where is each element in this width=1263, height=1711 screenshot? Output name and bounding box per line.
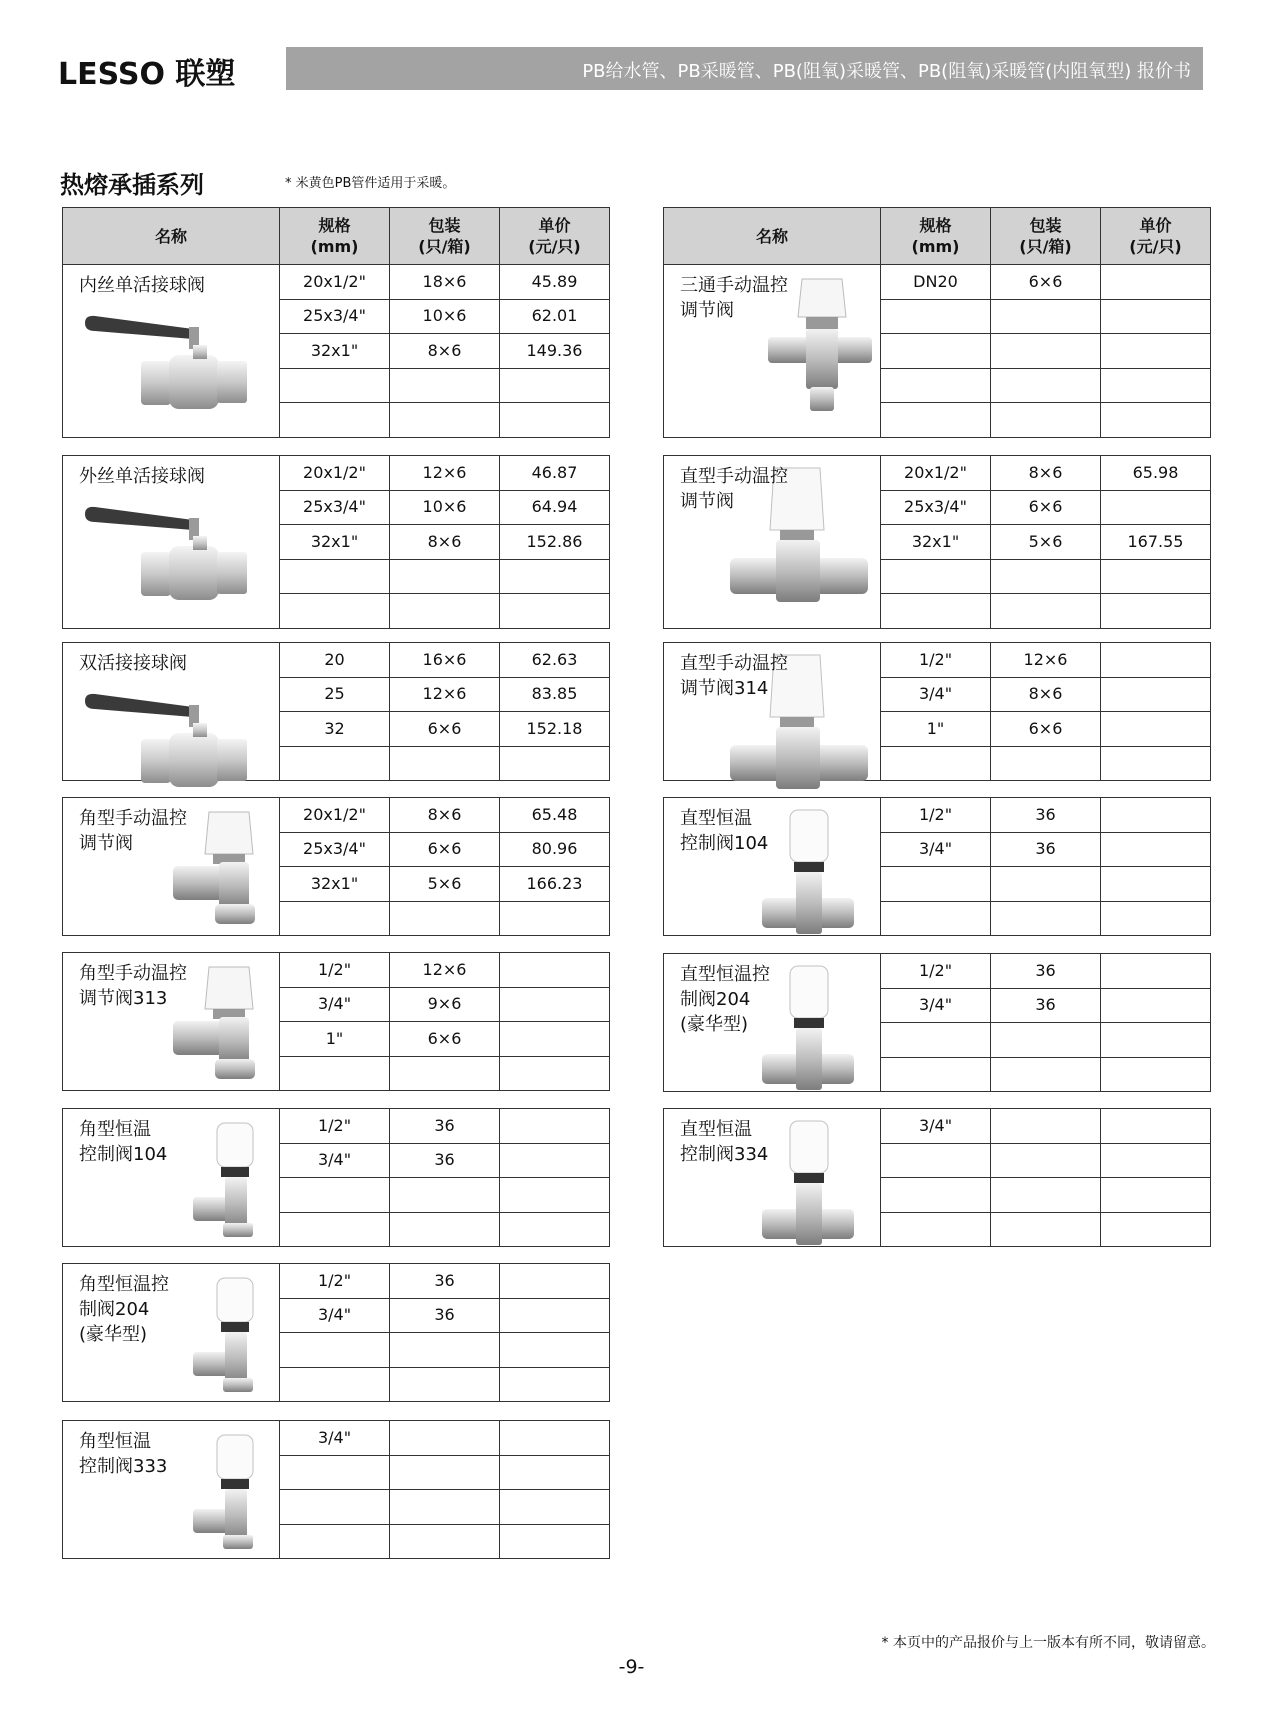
left-product-table — [62, 952, 610, 1091]
price-cell — [1101, 368, 1211, 403]
spec-cell: 1/2" — [881, 643, 991, 678]
pack-cell: 12×6 — [991, 643, 1101, 678]
spec-cell — [280, 1212, 390, 1247]
price-cell — [1101, 798, 1211, 833]
price-cell — [1101, 954, 1211, 989]
price-cell — [500, 746, 610, 781]
spec-cell — [280, 1490, 390, 1525]
spec-cell — [280, 559, 390, 594]
price-cell — [1101, 832, 1211, 867]
product-name-cell — [63, 1264, 280, 1402]
pack-cell: 6×6 — [390, 712, 500, 747]
pack-cell — [991, 368, 1101, 403]
spec-cell — [280, 368, 390, 403]
price-cell: 152.86 — [500, 525, 610, 560]
header-spec: 规格 (mm) — [881, 208, 991, 265]
pack-cell: 36 — [390, 1143, 500, 1178]
price-cell — [500, 1455, 610, 1490]
spec-cell: 3/4" — [280, 1143, 390, 1178]
spec-cell — [881, 403, 991, 438]
spec-cell: 32x1" — [881, 525, 991, 560]
spec-cell — [280, 746, 390, 781]
spec-cell — [280, 901, 390, 936]
price-cell — [1101, 403, 1211, 438]
table-row — [63, 953, 610, 988]
product-name-cell — [63, 265, 280, 438]
price-cell — [500, 1109, 610, 1144]
pack-cell: 12×6 — [390, 677, 500, 712]
spec-cell — [881, 1212, 991, 1247]
spec-cell: 32 — [280, 712, 390, 747]
spec-cell — [881, 559, 991, 594]
spec-cell — [881, 1143, 991, 1178]
table-row — [664, 456, 1211, 491]
table-row — [664, 265, 1211, 300]
table-row — [63, 798, 610, 833]
pack-cell — [991, 746, 1101, 781]
ball-valve-icon — [81, 500, 261, 614]
spec-cell: 3/4" — [881, 677, 991, 712]
spec-cell — [881, 1023, 991, 1058]
pack-cell — [390, 1367, 500, 1402]
pack-cell: 36 — [991, 988, 1101, 1023]
product-name: 角型手动温控 调节阀 — [79, 808, 187, 854]
product-name-cell — [63, 953, 280, 1091]
right-product-table — [663, 953, 1211, 1092]
price-cell: 149.36 — [500, 334, 610, 369]
spec-cell: 20 — [280, 643, 390, 678]
pack-cell — [390, 1212, 500, 1247]
price-cell: 152.18 — [500, 712, 610, 747]
pack-cell: 36 — [390, 1109, 500, 1144]
header-name: 名称 — [63, 208, 280, 265]
price-cell — [1101, 988, 1211, 1023]
product-name: 内丝单活接球阀 — [79, 275, 205, 296]
product-name: 角型手动温控 调节阀313 — [79, 963, 187, 1009]
spec-cell — [280, 1178, 390, 1213]
pack-cell: 36 — [991, 832, 1101, 867]
angle-thermostatic-valve-icon — [189, 1119, 269, 1243]
left-product-table — [62, 1108, 610, 1247]
straight-thermostatic-valve-icon — [758, 1117, 858, 1251]
pack-cell — [390, 1056, 500, 1091]
price-cell — [500, 1367, 610, 1402]
header-title: PB给水管、PB采暖管、PB(阻氧)采暖管、PB(阻氧)采暖管(内阻氧型) 报价书 — [582, 61, 1191, 82]
straight-thermostatic-valve-icon — [758, 962, 858, 1096]
product-name-cell — [63, 798, 280, 936]
price-cell — [1101, 265, 1211, 300]
price-cell — [1101, 334, 1211, 369]
price-cell — [500, 1264, 610, 1299]
header-price: 单价 (元/只) — [1101, 208, 1211, 265]
product-name-cell — [664, 1109, 881, 1247]
pack-cell — [390, 403, 500, 438]
product-name-cell — [63, 1421, 280, 1559]
spec-cell — [280, 594, 390, 629]
spec-cell: DN20 — [881, 265, 991, 300]
pack-cell: 8×6 — [390, 334, 500, 369]
product-name-cell — [63, 643, 280, 781]
pack-cell: 6×6 — [991, 265, 1101, 300]
price-cell — [500, 1022, 610, 1057]
price-cell — [500, 559, 610, 594]
right-product-table — [663, 207, 1211, 438]
pack-cell — [390, 1524, 500, 1559]
section-title: 热熔承插系列 — [60, 171, 204, 199]
price-cell — [500, 1298, 610, 1333]
pack-cell: 36 — [991, 954, 1101, 989]
spec-cell: 1/2" — [881, 798, 991, 833]
pack-cell: 12×6 — [390, 456, 500, 491]
product-name-cell — [664, 954, 881, 1092]
spec-cell: 1" — [881, 712, 991, 747]
left-product-table — [62, 1263, 610, 1402]
table-row — [63, 265, 610, 300]
price-cell — [1101, 677, 1211, 712]
pack-cell — [991, 1057, 1101, 1092]
price-cell — [500, 1143, 610, 1178]
ball-valve-icon — [81, 687, 261, 801]
product-name-cell — [63, 1109, 280, 1247]
price-cell: 65.98 — [1101, 456, 1211, 491]
price-cell — [500, 987, 610, 1022]
spec-cell: 25x3/4" — [280, 490, 390, 525]
spec-cell — [280, 1455, 390, 1490]
price-cell — [500, 368, 610, 403]
spec-cell — [881, 867, 991, 902]
table-row — [664, 954, 1211, 989]
spec-cell — [881, 368, 991, 403]
table-row — [664, 798, 1211, 833]
product-name: 角型恒温 控制阀333 — [79, 1431, 168, 1477]
price-cell — [1101, 559, 1211, 594]
price-cell — [1101, 299, 1211, 334]
pack-cell — [390, 368, 500, 403]
product-name: 直型恒温 控制阀334 — [680, 1119, 769, 1165]
price-cell — [500, 1524, 610, 1559]
product-name-cell — [664, 456, 881, 629]
pack-cell — [390, 1421, 500, 1456]
table-row — [63, 643, 610, 678]
pack-cell — [991, 901, 1101, 936]
pack-cell — [991, 1109, 1101, 1144]
pack-cell: 16×6 — [390, 643, 500, 678]
spec-cell: 1/2" — [881, 954, 991, 989]
pack-cell: 8×6 — [991, 456, 1101, 491]
table-row — [63, 1264, 610, 1299]
price-cell: 167.55 — [1101, 525, 1211, 560]
price-cell: 80.96 — [500, 832, 610, 867]
left-product-table — [62, 207, 610, 438]
pack-cell — [991, 594, 1101, 629]
right-product-table — [663, 1108, 1211, 1247]
spec-cell — [280, 1056, 390, 1091]
price-cell: 64.94 — [500, 490, 610, 525]
right-product-table — [663, 797, 1211, 936]
page-number: -9- — [618, 1656, 645, 1678]
pack-cell: 8×6 — [390, 525, 500, 560]
price-cell: 65.48 — [500, 798, 610, 833]
left-product-table — [62, 1420, 610, 1559]
pack-cell: 10×6 — [390, 490, 500, 525]
pack-cell — [390, 1490, 500, 1525]
spec-cell: 25 — [280, 677, 390, 712]
spec-cell — [881, 334, 991, 369]
pack-cell: 36 — [390, 1298, 500, 1333]
price-cell — [1101, 1057, 1211, 1092]
header-bar — [286, 47, 1203, 90]
spec-cell: 25x3/4" — [881, 490, 991, 525]
right-product-table — [663, 455, 1211, 629]
product-name: 直型恒温 控制阀104 — [680, 808, 769, 854]
pack-cell: 6×6 — [991, 490, 1101, 525]
product-name-cell — [664, 265, 881, 438]
pack-cell — [991, 559, 1101, 594]
product-name-cell — [664, 643, 881, 781]
spec-cell: 1/2" — [280, 1264, 390, 1299]
product-name: 双活接接球阀 — [79, 653, 187, 674]
table-row — [63, 1109, 610, 1144]
pack-cell: 8×6 — [390, 798, 500, 833]
pack-cell: 5×6 — [991, 525, 1101, 560]
spec-cell: 32x1" — [280, 334, 390, 369]
pack-cell — [390, 559, 500, 594]
spec-cell — [881, 901, 991, 936]
spec-cell: 1/2" — [280, 1109, 390, 1144]
spec-cell: 3/4" — [881, 988, 991, 1023]
spec-cell: 3/4" — [881, 1109, 991, 1144]
spec-cell: 20x1/2" — [280, 798, 390, 833]
pack-cell: 10×6 — [390, 299, 500, 334]
pack-cell: 36 — [991, 798, 1101, 833]
product-name: 三通手动温控 调节阀 — [680, 275, 788, 321]
spec-cell: 1/2" — [280, 953, 390, 988]
price-cell — [1101, 1023, 1211, 1058]
price-cell — [500, 1212, 610, 1247]
pack-cell: 9×6 — [390, 987, 500, 1022]
spec-cell: 20x1/2" — [280, 265, 390, 300]
pack-cell — [390, 594, 500, 629]
spec-cell: 20x1/2" — [280, 456, 390, 491]
section-note: * 米黄色PB管件适用于采暖。 — [285, 176, 456, 191]
header-pack: 包装 (只/箱) — [991, 208, 1101, 265]
spec-cell — [881, 299, 991, 334]
spec-cell: 32x1" — [280, 525, 390, 560]
table-row — [63, 456, 610, 491]
price-cell — [1101, 1109, 1211, 1144]
spec-cell: 3/4" — [280, 987, 390, 1022]
pack-cell: 6×6 — [390, 1022, 500, 1057]
spec-cell: 25x3/4" — [280, 299, 390, 334]
spec-cell — [881, 1178, 991, 1213]
price-cell — [500, 403, 610, 438]
pack-cell — [390, 1333, 500, 1368]
angle-thermostatic-valve-icon — [189, 1274, 269, 1398]
pack-cell — [991, 1023, 1101, 1058]
left-product-table — [62, 797, 610, 936]
price-cell — [500, 1490, 610, 1525]
product-name-cell — [664, 798, 881, 936]
pack-cell — [390, 1178, 500, 1213]
price-cell: 46.87 — [500, 456, 610, 491]
spec-cell — [881, 1057, 991, 1092]
right-product-table — [663, 642, 1211, 781]
price-cell: 83.85 — [500, 677, 610, 712]
left-product-table — [62, 455, 610, 629]
pack-cell — [991, 1212, 1101, 1247]
spec-cell: 25x3/4" — [280, 832, 390, 867]
spec-cell — [280, 1367, 390, 1402]
spec-cell: 32x1" — [280, 867, 390, 902]
table-row — [63, 1421, 610, 1456]
brand-logo: LESSO 联塑 — [58, 57, 236, 92]
footer-note: * 本页中的产品报价与上一版本有所不同，敬请留意。 — [881, 1635, 1215, 1651]
left-product-table — [62, 642, 610, 781]
angle-thermostatic-valve-icon — [189, 1431, 269, 1555]
price-cell: 62.63 — [500, 643, 610, 678]
price-cell: 45.89 — [500, 265, 610, 300]
pack-cell: 12×6 — [390, 953, 500, 988]
table-row — [664, 1109, 1211, 1144]
spec-cell — [280, 1333, 390, 1368]
spec-cell — [881, 746, 991, 781]
price-cell — [1101, 901, 1211, 936]
header-pack: 包装 (只/箱) — [390, 208, 500, 265]
pack-cell: 6×6 — [991, 712, 1101, 747]
spec-cell: 3/4" — [280, 1421, 390, 1456]
spec-cell: 20x1/2" — [881, 456, 991, 491]
pack-cell: 36 — [390, 1264, 500, 1299]
price-cell — [1101, 1212, 1211, 1247]
product-name: 外丝单活接球阀 — [79, 466, 205, 487]
price-cell — [500, 1421, 610, 1456]
spec-cell: 1" — [280, 1022, 390, 1057]
product-name: 直型恒温控 制阀204 (豪华型) — [680, 964, 770, 1035]
price-cell — [1101, 746, 1211, 781]
product-name: 角型恒温控 制阀204 (豪华型) — [79, 1274, 169, 1345]
price-cell — [1101, 1178, 1211, 1213]
price-cell — [1101, 643, 1211, 678]
price-cell — [1101, 867, 1211, 902]
pack-cell — [991, 1178, 1101, 1213]
product-name: 直型手动温控 调节阀314 — [680, 653, 788, 699]
straight-thermostatic-valve-icon — [758, 806, 858, 940]
product-name: 直型手动温控 调节阀 — [680, 466, 788, 512]
pack-cell — [390, 746, 500, 781]
spec-cell: 3/4" — [881, 832, 991, 867]
pack-cell: 5×6 — [390, 867, 500, 902]
price-cell — [1101, 1143, 1211, 1178]
pack-cell — [991, 299, 1101, 334]
table-row — [664, 643, 1211, 678]
header-spec: 规格 (mm) — [280, 208, 390, 265]
spec-cell — [280, 1524, 390, 1559]
price-cell — [500, 901, 610, 936]
price-cell — [500, 1056, 610, 1091]
spec-cell — [881, 594, 991, 629]
pack-cell — [991, 334, 1101, 369]
pack-cell: 18×6 — [390, 265, 500, 300]
pack-cell — [991, 867, 1101, 902]
product-name-cell — [63, 456, 280, 629]
price-cell — [1101, 712, 1211, 747]
price-cell — [1101, 594, 1211, 629]
spec-cell: 3/4" — [280, 1298, 390, 1333]
price-cell — [500, 1178, 610, 1213]
price-cell — [1101, 490, 1211, 525]
price-cell — [500, 1333, 610, 1368]
pack-cell: 6×6 — [390, 832, 500, 867]
pack-cell — [991, 403, 1101, 438]
ball-valve-icon — [81, 309, 261, 423]
pack-cell — [390, 901, 500, 936]
price-cell: 166.23 — [500, 867, 610, 902]
price-cell: 62.01 — [500, 299, 610, 334]
pack-cell — [991, 1143, 1101, 1178]
spec-cell — [280, 403, 390, 438]
product-name: 角型恒温 控制阀104 — [79, 1119, 168, 1165]
price-cell — [500, 953, 610, 988]
header-price: 单价 (元/只) — [500, 208, 610, 265]
pack-cell: 8×6 — [991, 677, 1101, 712]
header-name: 名称 — [664, 208, 881, 265]
pack-cell — [390, 1455, 500, 1490]
price-cell — [500, 594, 610, 629]
